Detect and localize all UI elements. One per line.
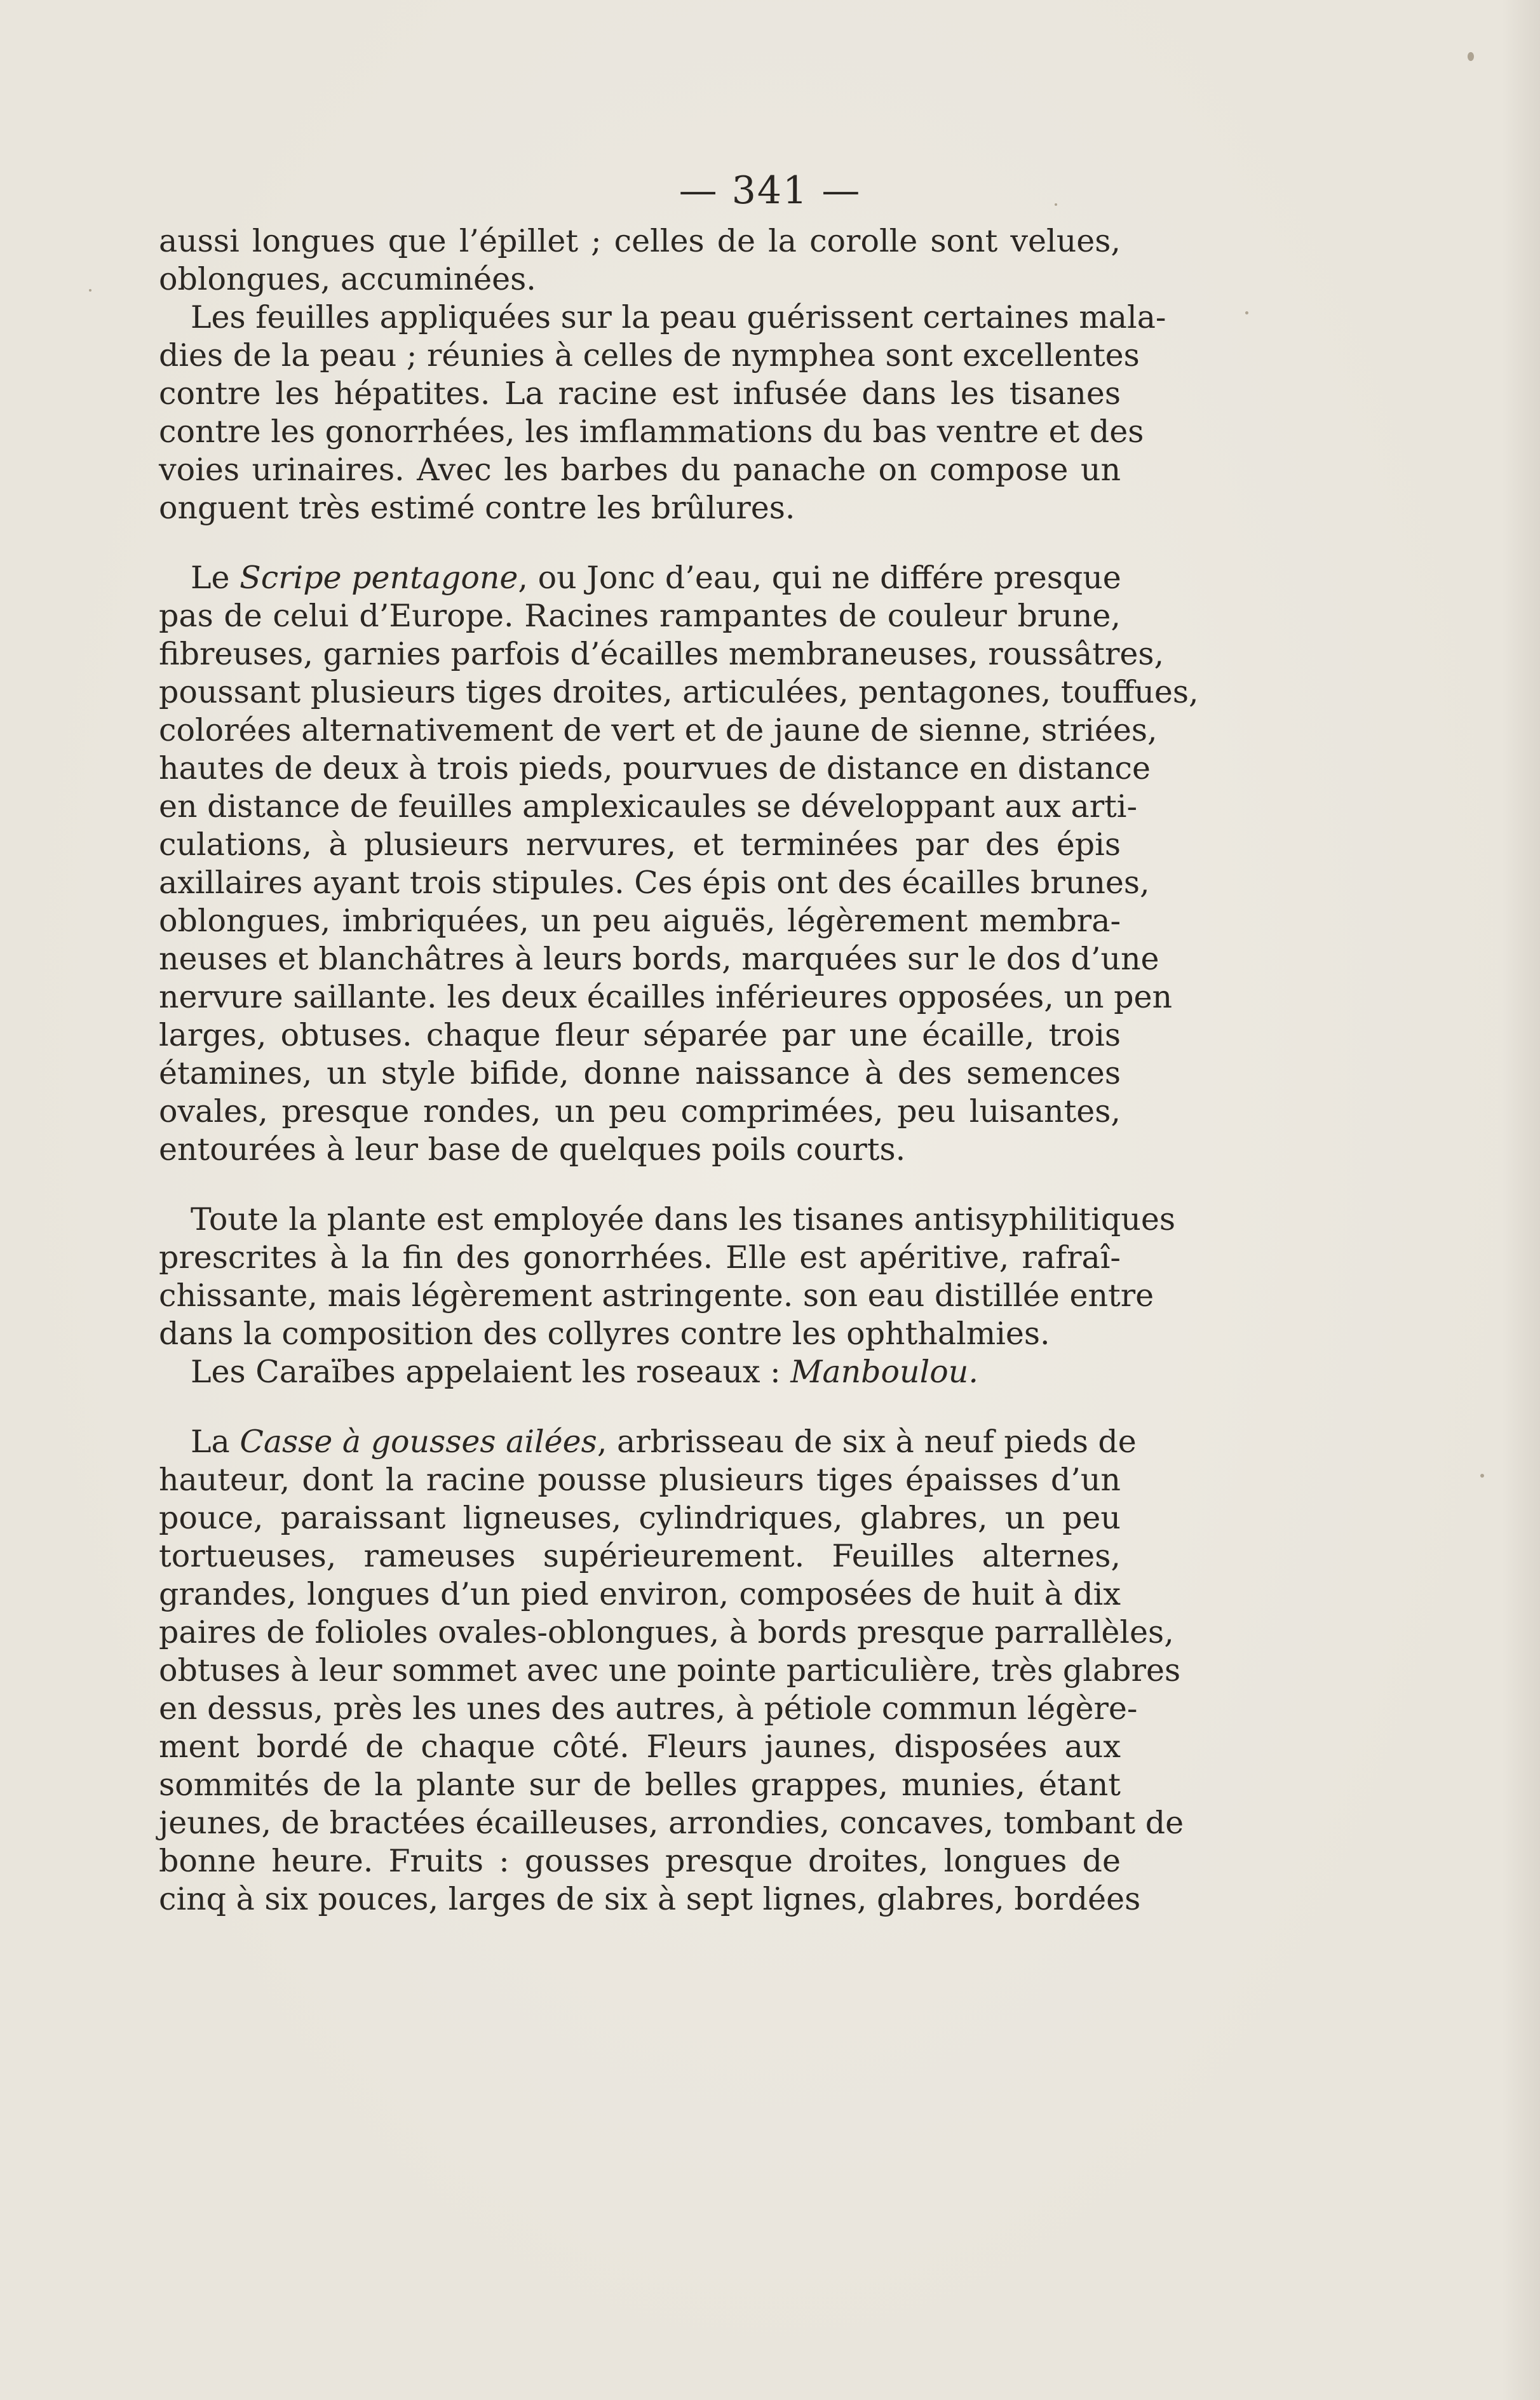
text-line: contre les gonorrhées, les imflammations du bas ventre et des bbox=[159, 414, 1144, 450]
text-line: onguent très estimé contre les brûlures. bbox=[159, 490, 795, 526]
text-line: fibreuses, garnies parfois d’écailles membraneuses, roussâtres, bbox=[159, 636, 1165, 672]
text-line: Les feuilles appliquées sur la peau guérissent certaines mala- bbox=[191, 299, 1166, 335]
text-line: Les Caraïbes appelaient les roseaux : Manboulou. bbox=[191, 1354, 978, 1390]
text-line: larges, obtuses. chaque fleur séparée par une écaille, trois bbox=[159, 1017, 1121, 1053]
text-line: bonne heure. Fruits : gousses presque droites, longues de bbox=[159, 1843, 1121, 1879]
text-line: La Casse à gousses ailées, arbrisseau de six à neuf pieds de bbox=[191, 1424, 1137, 1460]
text-line: tortueuses, rameuses supérieurement. Feuilles alternes, bbox=[159, 1538, 1121, 1574]
text-line: aussi longues que l’épillet ; celles de la corolle sont velues, bbox=[159, 223, 1121, 259]
text-line: hautes de deux à trois pieds, pourvues de distance en distance bbox=[159, 750, 1151, 786]
text-line: contre les hépatites. La racine est infusée dans les tisanes bbox=[159, 375, 1121, 412]
text-line: culations, à plusieurs nervures, et terminées par des épis bbox=[159, 826, 1121, 863]
text-line: hauteur, dont la racine pousse plusieurs tiges épaisses d’un bbox=[159, 1462, 1121, 1498]
ink-speck bbox=[1480, 1474, 1484, 1478]
text-line: oblongues, imbriquées, un peu aiguës, légèrement membra- bbox=[159, 903, 1121, 939]
text-line: dans la composition des collyres contre les ophthalmies. bbox=[159, 1316, 1050, 1352]
text-line: neuses et blanchâtres à leurs bords, marquées sur le dos d’une bbox=[159, 941, 1159, 977]
ink-speck bbox=[1055, 203, 1057, 206]
text-line: paires de folioles ovales-oblongues, à bords presque parrallèles, bbox=[159, 1614, 1174, 1650]
text-line: pouce, paraissant ligneuses, cylindriques, glabres, un peu bbox=[159, 1500, 1121, 1536]
text-line: jeunes, de bractées écailleuses, arrondies, concaves, tombant de bbox=[159, 1805, 1184, 1841]
text-line: Le Scripe pentagone, ou Jonc d’eau, qui ne différe presque bbox=[191, 560, 1121, 596]
text-line: obtuses à leur sommet avec une pointe particulière, très glabres bbox=[159, 1652, 1181, 1689]
text-line: axillaires ayant trois stipules. Ces épis ont des écailles brunes, bbox=[159, 865, 1150, 901]
page-edge-shadow bbox=[1502, 0, 1540, 2400]
text-line: Toute la plante est employée dans les tisanes antisyphilitiques bbox=[191, 1201, 1175, 1237]
text-line: voies urinaires. Avec les barbes du panache on compose un bbox=[159, 452, 1121, 488]
ink-speck bbox=[1468, 52, 1474, 61]
text-line: étamines, un style bifide, donne naissance à des semences bbox=[159, 1055, 1121, 1091]
text-line: chissante, mais légèrement astringente. son eau distillée entre bbox=[159, 1278, 1154, 1314]
text-line: poussant plusieurs tiges droites, articulées, pentagones, touffues, bbox=[159, 674, 1199, 710]
text-line: ovales, presque rondes, un peu comprimées, peu luisantes, bbox=[159, 1093, 1121, 1129]
ink-speck bbox=[89, 289, 91, 292]
text-line: colorées alternativement de vert et de jaune de sienne, striées, bbox=[159, 712, 1158, 748]
ink-speck bbox=[1245, 311, 1248, 314]
text-line: oblongues, accuminées. bbox=[159, 261, 536, 297]
text-line: prescrites à la fin des gonorrhées. Elle est apéritive, rafraî- bbox=[159, 1239, 1121, 1276]
text-line: sommités de la plante sur de belles grappes, munies, étant bbox=[159, 1767, 1121, 1803]
text-line: dies de la peau ; réunies à celles de nymphea sont excellentes bbox=[159, 337, 1140, 374]
page-number: — 341 — bbox=[679, 168, 861, 213]
text-line: ment bordé de chaque côté. Fleurs jaunes, disposées aux bbox=[159, 1729, 1121, 1765]
text-line: en distance de feuilles amplexicaules se développant aux arti- bbox=[159, 788, 1138, 825]
text-line: nervure saillante. les deux écailles inférieures opposées, un pen bbox=[159, 979, 1173, 1015]
text-line: pas de celui d’Europe. Racines rampantes de couleur brune, bbox=[159, 598, 1121, 634]
text-line: en dessus, près les unes des autres, à pétiole commun légère- bbox=[159, 1690, 1138, 1727]
text-line: cinq à six pouces, larges de six à sept lignes, glabres, bordées bbox=[159, 1881, 1141, 1917]
text-line: entourées à leur base de quelques poils courts. bbox=[159, 1131, 906, 1168]
text-line: grandes, longues d’un pied environ, composées de huit à dix bbox=[159, 1576, 1121, 1612]
